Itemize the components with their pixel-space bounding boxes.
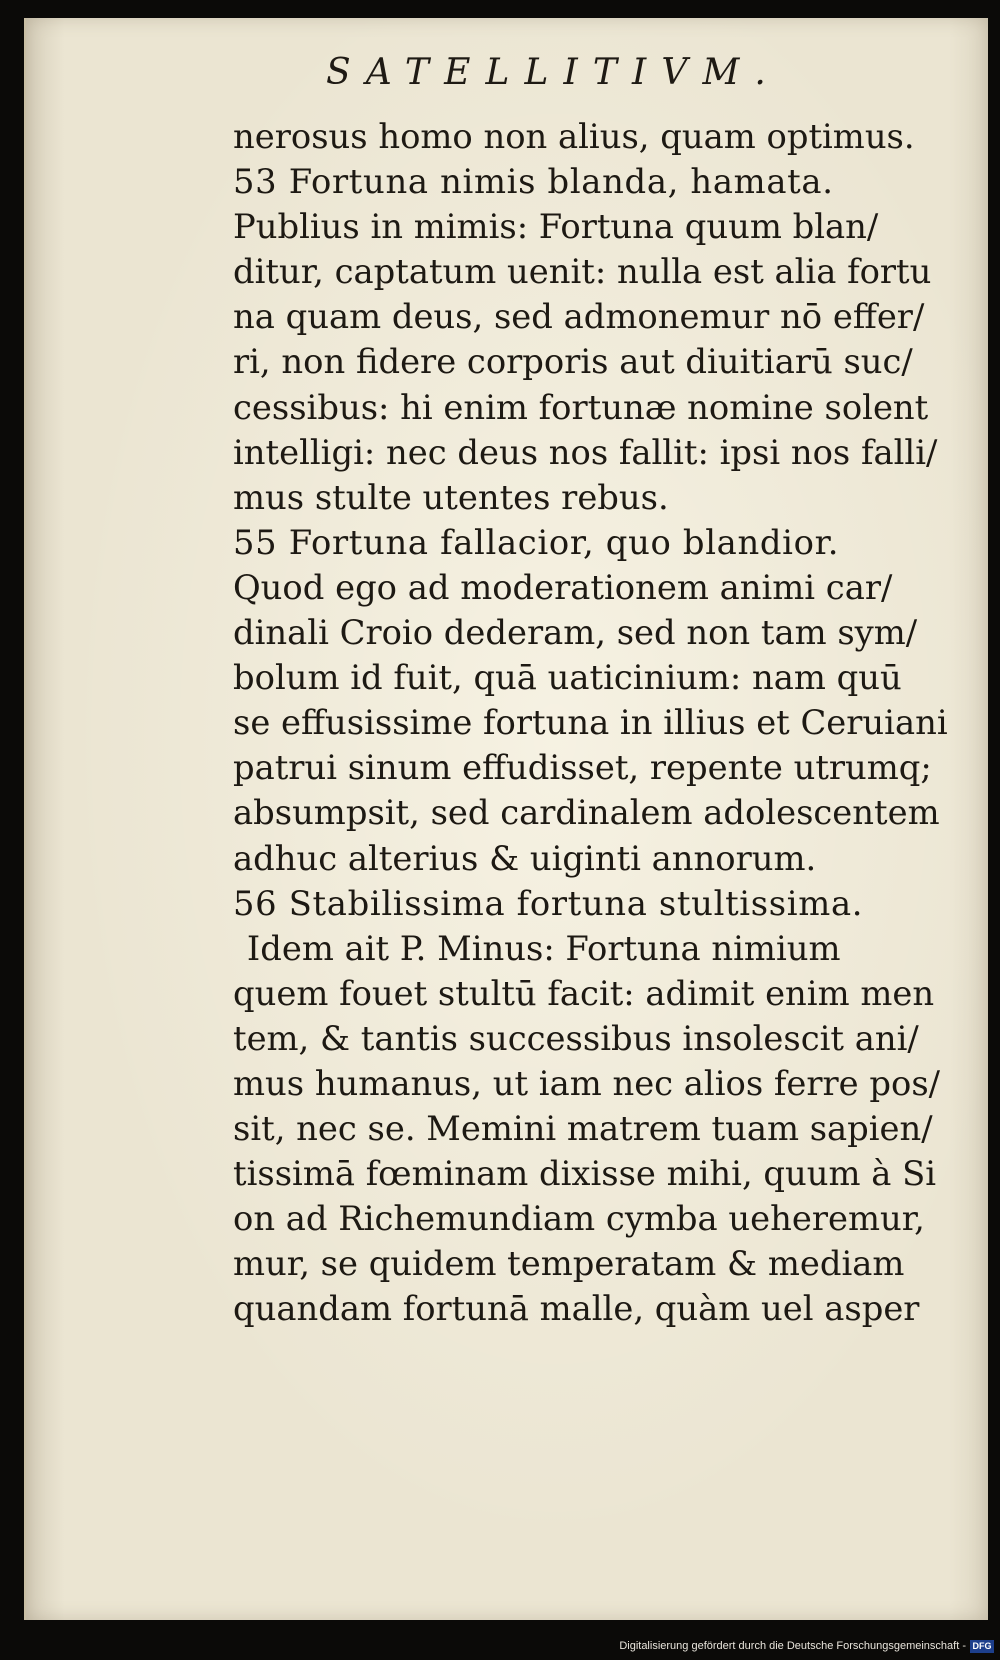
aphorism-heading: 56 Stabilissima fortuna stultissima. (233, 883, 864, 924)
text-line: nerosus homo non alius, quam optimus. (233, 117, 915, 157)
text-line: cessibus: hi enim fortunæ nomine solent (233, 387, 929, 428)
aphorism-heading: 55 Fortuna fallacior, quo blandior. (233, 522, 840, 563)
paper-page (24, 18, 988, 1620)
text-line: mur, se quidem temperatam & mediam (233, 1244, 905, 1285)
text-line: dinali Croio dederam, sed non tam sym/ (233, 613, 918, 654)
text-line: sit, nec se. Memini matrem tuam sapien/ (233, 1109, 933, 1150)
text-line: ri, non fidere corporis aut diuitiarū suc/ (233, 342, 913, 383)
body-text (233, 115, 973, 1333)
running-head: SATELLITIVM. (326, 52, 781, 93)
text-line: tissimā fœminam dixisse mihi, quum à Si (233, 1154, 937, 1195)
text-line: na quam deus, sed admonemur nō effer/ (233, 297, 925, 338)
text-line: absumpsit, sed cardinalem adolescentem (233, 793, 940, 834)
text-line: se effusissime fortuna in illius et Ceruiani (233, 703, 948, 744)
text-line: bolum id fuit, quā uaticinium: nam quū (233, 658, 902, 699)
text-line: on ad Richemundiam cymba ueheremur, (233, 1199, 925, 1240)
digitization-credit: Digitalisierung gefördert durch die Deutsche Forschungsgemeinschaft - (619, 1640, 966, 1652)
text-line: patrui sinum effudisset, repente utrumq; (233, 748, 932, 789)
text-line: adhuc alterius & uiginti annorum. (233, 838, 817, 879)
text-line: Idem ait P. Minus: Fortuna nimium (246, 928, 841, 969)
text-line: tem, & tantis successibus insolescit ani/ (233, 1018, 919, 1059)
text-line: ditur, captatum uenit: nulla est alia fortu (233, 252, 932, 293)
text-line: Publius in mimis: Fortuna quum blan/ (233, 207, 879, 248)
text-line: Quod ego ad moderationem animi car/ (233, 567, 893, 608)
dfg-logo: DFG (970, 1640, 994, 1653)
text-line: quandam fortunā malle, quàm uel asper (233, 1289, 920, 1330)
aphorism-heading: 53 Fortuna nimis blanda, hamata. (233, 162, 834, 203)
text-line: intelligi: nec deus nos fallit: ipsi nos falli/ (233, 432, 938, 473)
text-line: mus stulte utentes rebus. (233, 477, 669, 518)
text-line: quem fouet stultū facit: adimit enim men (233, 973, 935, 1014)
text-line: mus humanus, ut iam nec alios ferre pos/ (233, 1063, 941, 1104)
